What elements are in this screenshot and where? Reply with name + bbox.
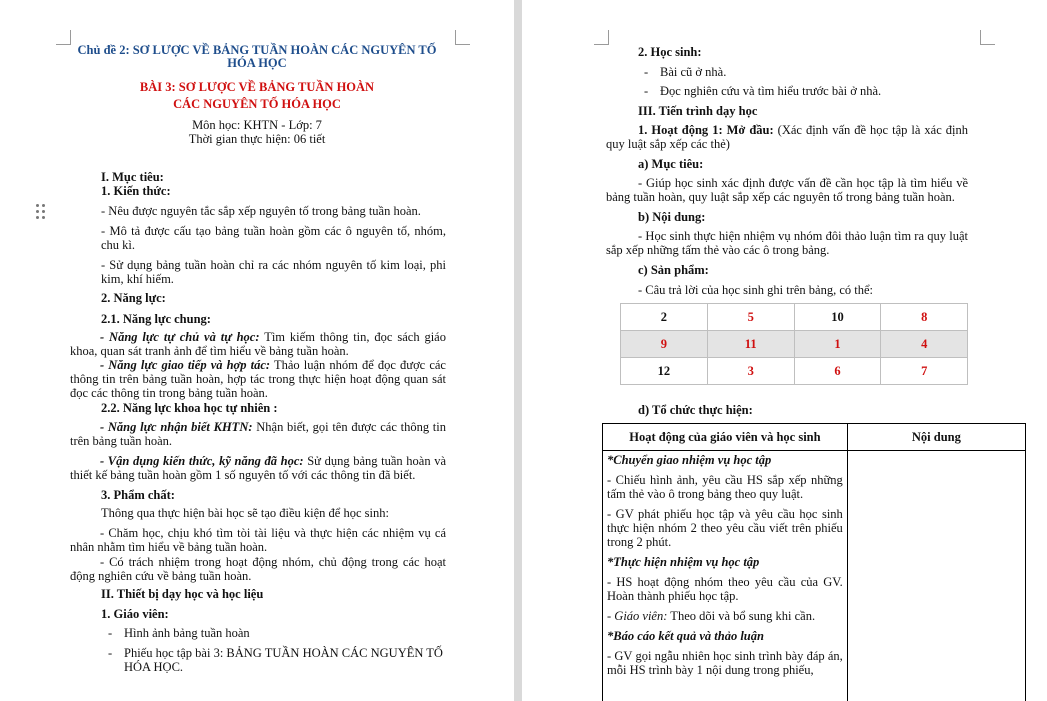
product-table-cell: 3: [707, 358, 794, 385]
quality-intro: Thông qua thực hiện bài học sẽ tạo điều kiện để học sinh:: [101, 506, 389, 520]
heading-d: d) Tổ chức thực hiện:: [638, 403, 753, 417]
heading-knowledge: 1. Kiến thức:: [101, 184, 171, 198]
teacher-item-1: Hình ảnh bảng tuần hoàn: [124, 626, 250, 640]
general-competence-2-lead: - Năng lực giao tiếp và hợp tác:: [100, 358, 271, 372]
duration-line: Thời gian thực hiện: 06 tiết: [188, 132, 326, 146]
teacher-item-2: Phiếu học tập bài 3: BẢNG TUẦN HOÀN CÁC NGUYÊN TỐ HÓA HỌC.: [124, 646, 443, 674]
table-header-row: [603, 424, 1026, 451]
crop-mark-top-right: [980, 30, 995, 45]
subject-line: Môn học: KHTN - Lớp: 7: [192, 118, 322, 132]
product-text: - Câu trả lời của học sinh ghi trên bảng, có thể:: [638, 283, 874, 297]
heading-general-competence: 2.1. Năng lực chung:: [101, 312, 211, 326]
product-table-cell: 10: [794, 304, 881, 331]
heading-b: b) Nội dung:: [638, 210, 706, 224]
page-1: [0, 0, 514, 701]
product-table-cell: 7: [881, 358, 968, 385]
task-assign-item-1: - Chiếu hình ảnh, yêu cầu HS sắp xếp những tấm thẻ vào ô trong bảng theo quy luật.: [607, 473, 843, 501]
topic-title: Chủ đề 2: SƠ LƯỢC VỀ BẢNG TUẦN HOÀN CÁC NGUYÊN TỐ HÓA HỌC: [77, 43, 437, 70]
table-row: [603, 451, 1026, 701]
activity-1-lead: 1. Hoạt động 1: Mở đầu:: [638, 123, 774, 137]
heading-quality: 3. Phẩm chất:: [101, 488, 175, 502]
objective-text: - Giúp học sinh xác định được vấn đề cần học tập là tìm hiểu về bảng tuần hoàn, quy luật sắp xếp các nguyên tố trong bảng tuần hoàn.: [606, 176, 968, 204]
crop-mark-top-right: [455, 30, 470, 45]
page-2: [522, 0, 1047, 701]
product-table-cell: 1: [794, 331, 881, 358]
science-competence-2: [70, 454, 446, 482]
heading-competence: 2. Năng lực:: [101, 291, 166, 305]
product-table-cell: 6: [794, 358, 881, 385]
product-table-cell: 9: [621, 331, 708, 358]
general-competence-2-text: Thảo luận nhóm để đọc được các thông tin trên bảng tuần hoàn, hợp tác trong thực hiện hoạt động quan sát đọc các thông tin trong bảng tuần hoàn.: [70, 358, 446, 400]
product-table-row: [621, 331, 968, 358]
teacher-bullet-2: -: [108, 646, 113, 660]
report-heading: *Báo cáo kết quả và thảo luận: [607, 629, 764, 643]
product-table-cell: 12: [621, 358, 708, 385]
science-competence-2-text: Sử dụng bảng tuần hoàn và thiết kế bảng tuần hoàn gồm 1 số nguyên tố với các thông tin đã biết.: [70, 454, 446, 482]
content-cell: [847, 451, 1025, 701]
heading-c: c) Sản phẩm:: [638, 263, 709, 277]
heading-science-competence: 2.2. Năng lực khoa học tự nhiên :: [101, 401, 278, 415]
task-perform-heading: *Thực hiện nhiệm vụ học tập: [607, 555, 760, 569]
science-competence-1-lead: - Năng lực nhận biết KHTN:: [100, 420, 253, 434]
lesson-title-line-1: BÀI 3: SƠ LƯỢC VỀ BẢNG TUẦN HOÀN: [139, 80, 375, 94]
task-assign-heading: *Chuyển giao nhiệm vụ học tập: [607, 453, 772, 467]
organization-table: [602, 423, 1026, 701]
drag-handle-icon[interactable]: [36, 204, 46, 220]
heading-teacher: 1. Giáo viên:: [101, 607, 169, 621]
knowledge-item-3: - Sử dụng bảng tuần hoàn chỉ ra các nhóm nguyên tố kim loại, phi kim, khí hiếm.: [101, 258, 446, 286]
task-perform-item-1: - HS hoạt động nhóm theo yêu cầu của GV. Hoàn thành phiếu học tập.: [607, 575, 843, 603]
science-competence-1: [70, 420, 446, 448]
quality-item-1: - Chăm học, chịu khó tìm tòi tài liệu và thực hiện các nhiệm vụ cá nhân nhằm tìm hiểu về bảng tuần hoàn.: [70, 526, 446, 554]
quality-item-2: - Có trách nhiệm trong hoạt động nhóm, chủ động trong các hoạt động nghiên cứu về bảng tuần hoàn.: [70, 555, 446, 583]
column-header-activities: Hoạt động của giáo viên và học sinh: [603, 424, 848, 451]
general-competence-1: [70, 330, 446, 358]
product-table-cell: 4: [881, 331, 968, 358]
lesson-title-line-2: CÁC NGUYÊN TỐ HÓA HỌC: [173, 97, 341, 111]
heading-equipment: II. Thiết bị dạy học và học liệu: [101, 587, 264, 601]
teacher-bullet-1: -: [108, 626, 113, 640]
report-item-1: - GV gọi ngẫu nhiên học sinh trình bày đáp án, mỗi HS trình bày 1 nội dung trong phiếu,: [607, 649, 843, 677]
content-text: - Học sinh thực hiện nhiệm vụ nhóm đôi thảo luận tìm ra quy luật sắp xếp những tấm thẻ vào các ô trong bảng.: [606, 229, 968, 257]
heading-process: III. Tiến trình dạy học: [638, 104, 758, 118]
task-assign-item-2: - GV phát phiếu học tập và yêu cầu học sinh thực hiện nhóm 2 theo yêu cầu viết trên phiếu trong 2 phút.: [607, 507, 843, 549]
knowledge-item-2: - Mô tả được cấu tạo bảng tuần hoàn gồm các ô nguyên tố, nhóm, chu kì.: [101, 224, 446, 252]
activities-cell: [603, 451, 848, 701]
crop-mark-top-left: [56, 30, 71, 45]
heading-student: 2. Học sinh:: [638, 45, 702, 59]
student-bullet-1: -: [644, 65, 649, 79]
product-table-cell: 8: [881, 304, 968, 331]
student-item-2: Đọc nghiên cứu và tìm hiểu trước bài ở nhà.: [660, 84, 882, 98]
product-table-row: [621, 358, 968, 385]
student-bullet-2: -: [644, 84, 649, 98]
science-competence-2-lead: - Vận dụng kiến thức, kỹ năng đã học:: [100, 454, 304, 468]
product-table-cell: 11: [707, 331, 794, 358]
knowledge-item-1: - Nêu được nguyên tắc sắp xếp nguyên tố trong bảng tuần hoàn.: [101, 204, 421, 218]
heading-a: a) Mục tiêu:: [638, 157, 704, 171]
product-table-cell: 2: [621, 304, 708, 331]
general-competence-1-lead: - Năng lực tự chủ và tự học:: [100, 330, 260, 344]
page-gap: [514, 0, 522, 701]
heading-objectives: I. Mục tiêu:: [101, 170, 164, 184]
crop-mark-top-left: [594, 30, 609, 45]
product-table: [620, 303, 968, 385]
activity-1-text: (Xác định vấn đề học tập là xác định quy luật sắp xếp các thẻ): [606, 123, 968, 151]
product-table-row: [621, 304, 968, 331]
teacher-note: Theo dõi và bổ sung khi cần.: [667, 609, 816, 623]
general-competence-2: [70, 358, 446, 400]
activity-1: [606, 123, 968, 151]
task-perform-item-2: [607, 609, 843, 623]
science-competence-1-text: Nhận biết, gọi tên được các thông tin trên bảng tuần hoàn.: [70, 420, 446, 448]
column-header-content: Nội dung: [847, 424, 1025, 451]
general-competence-1-text: Tìm kiếm thông tin, đọc sách giáo khoa, quan sát tranh ảnh để tìm hiểu về bảng tuần hoàn.: [70, 330, 446, 358]
product-table-cell: 5: [707, 304, 794, 331]
teacher-label: - Giáo viên:: [607, 609, 668, 623]
student-item-1: Bài cũ ở nhà.: [660, 65, 727, 79]
